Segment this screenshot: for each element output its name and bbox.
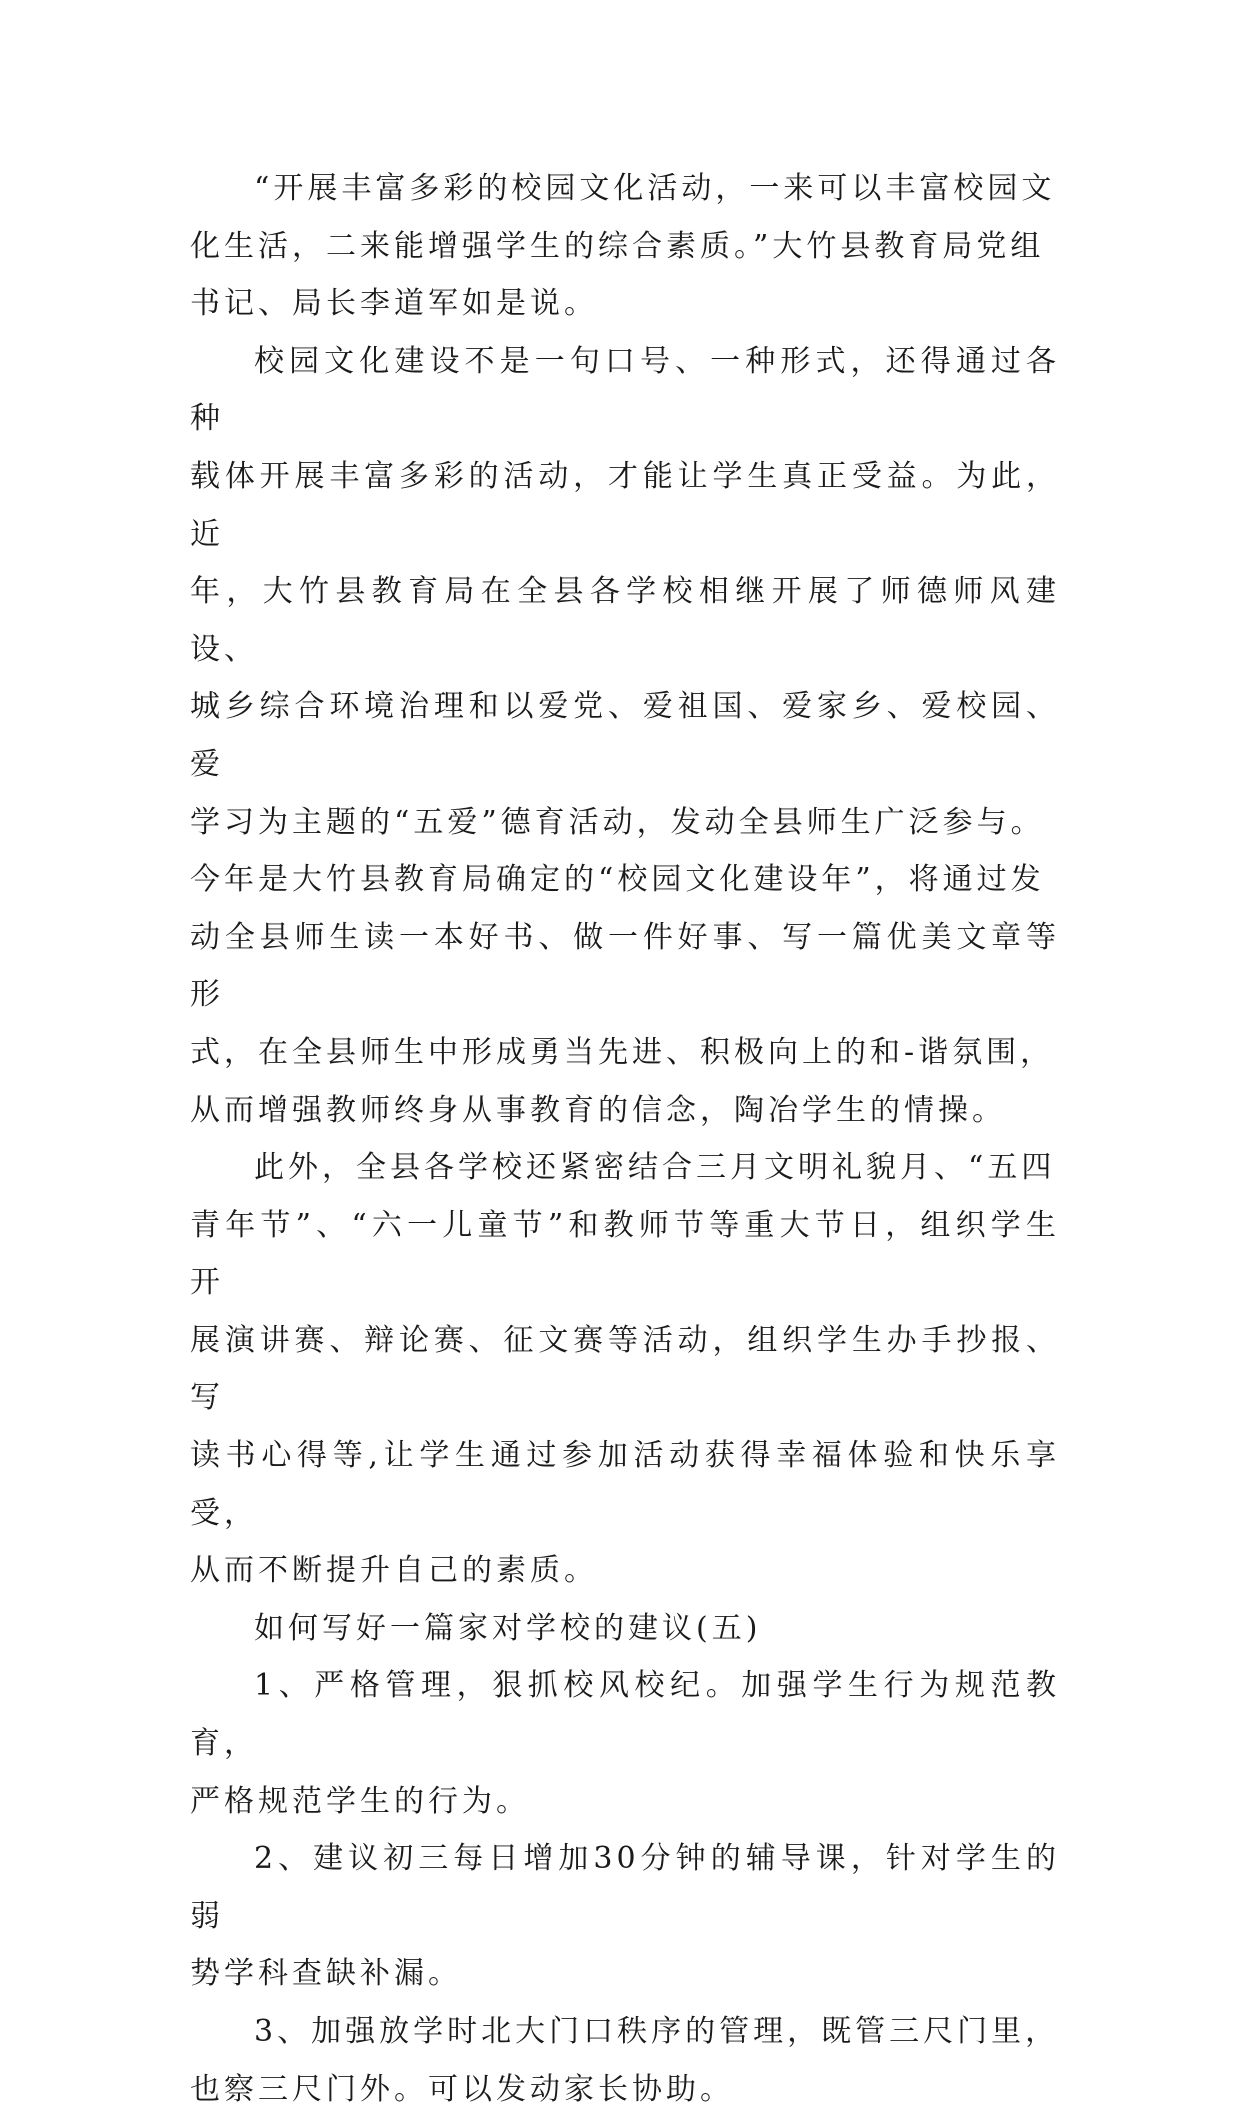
suggestion-item-3: 3、加强放学时北大门口秩序的管理，既管三尺门里， 也察三尺门外。可以发动家长协助。 [190, 2014, 1060, 2107]
paragraph-campus-culture-quote: “开展丰富多彩的校园文化活动，一来可以丰富校园文 化生活，二来能增强学生的综合素质。”大竹县教育局党组 书记、局长李道军如是说。 [190, 171, 1056, 322]
paragraph-festival-activities: 此外，全县各学校还紧密结合三月文明礼貌月、“五四 青年节”、“六一儿童节”和教师节等重大节日，组织学生开 展演讲赛、辩论赛、征文赛等活动，组织学生办手抄报、写 读书心得等,让学生通过参加活动获得幸福体验和快乐享受， 从而不断提升自己的素质。 [190, 1150, 1060, 1589]
suggestion-item-1: 1、严格管理，狠抓校风校纪。加强学生行为规范教育， 严格规范学生的行为。 [190, 1668, 1060, 1819]
paragraph-campus-culture-activities: 校园文化建设不是一句口号、一种形式，还得通过各种 载体开展丰富多彩的活动，才能让学生真正受益。为此，近 年，大竹县教育局在全县各学校相继开展了师德师风建设、 城乡综合环境治理和以爱党、爱祖国、爱家乡、爱校园、爱 学习为主题的“五爱”德育活动，发动全县师生广泛参与。 今年是大竹县教育局确定的“校园文化建设年”，将通过发 动全县师生读一本好书、做一件好事、写一篇优美文章等形 式，在全县师生中形成勇当先进、积极向上的和-谐氛围， 从而增强教师终身从事教育的信念，陶冶学生的情操。 [190, 343, 1060, 1128]
document-body [190, 160, 1060, 2118]
suggestion-item-2: 2、建议初三每日增加30分钟的辅导课，针对学生的弱 势学科查缺补漏。 [190, 1841, 1060, 1992]
section-heading: 如何写好一篇家对学校的建议(五) [254, 1610, 762, 1646]
